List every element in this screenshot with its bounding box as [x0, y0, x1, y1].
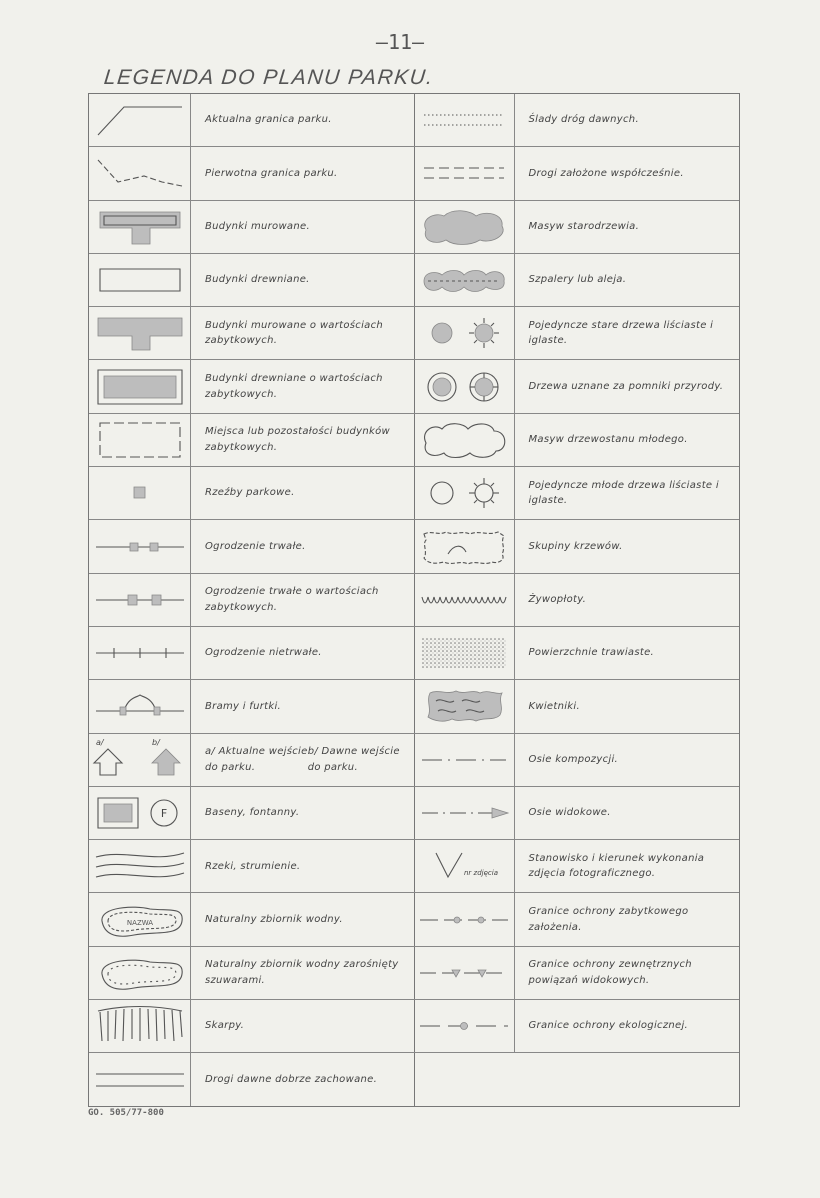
- legend-description-cell: [191, 414, 414, 466]
- legend-entry: [89, 201, 415, 253]
- modern-roads-icon: [418, 150, 510, 196]
- gate-icon: [94, 683, 186, 729]
- legend-description: Baseny, fontanny.: [205, 807, 300, 819]
- permanent-fence-icon: [94, 524, 186, 570]
- legend-description-cell: [515, 1000, 740, 1052]
- historic-fence-icon: [94, 577, 186, 623]
- legend-description-cell: [515, 893, 740, 945]
- legend-symbol: [89, 787, 191, 839]
- legend-description-line: b/ Dawne wejście do parku.: [307, 746, 400, 773]
- legend-row: [89, 947, 739, 1000]
- legend-description-cell: [191, 947, 414, 999]
- legend-symbol: [415, 574, 515, 626]
- legend-description-cell: [515, 947, 740, 999]
- legend-table: [88, 93, 740, 1107]
- legend-description: Granice ochrony ekologicznej.: [528, 1020, 689, 1032]
- legend-description: Miejsca lub pozostałości budynków zabytkowych.: [205, 426, 391, 453]
- old-roads-trace-icon: [418, 97, 510, 143]
- legend-description-cell: [515, 307, 740, 359]
- lawn-icon: [418, 630, 510, 676]
- legend-description-cell: [515, 254, 740, 306]
- legend-symbol: [415, 254, 515, 306]
- escarpment-icon: [94, 1003, 186, 1049]
- legend-description: Osie widokowe.: [528, 807, 611, 819]
- legend-row: [89, 147, 739, 200]
- legend-description-cell: [191, 627, 414, 679]
- legend-description-cell: [191, 360, 414, 412]
- legend-entry: [415, 414, 740, 466]
- legend-entry: [415, 307, 740, 359]
- legend-description-cell: [515, 787, 740, 839]
- legend-description: Żywopłoty.: [528, 594, 587, 606]
- page-title: LEGENDA DO PLANU PARKU.: [102, 66, 436, 89]
- legend-entry: [415, 360, 740, 412]
- legend-description: Drogi dawne dobrze zachowane.: [205, 1073, 378, 1085]
- legend-row: [89, 94, 739, 147]
- legend-entry: [415, 1000, 740, 1052]
- legend-description-cell: [191, 94, 414, 146]
- print-stamp: GO. 505/77-800: [88, 1108, 164, 1118]
- pool-fountain-icon: [94, 790, 186, 836]
- composition-axis-icon: [418, 737, 510, 783]
- temporary-fence-icon: [94, 630, 186, 676]
- legend-entry: [415, 94, 740, 146]
- entrance-arrows-icon: [94, 737, 186, 783]
- legend-description-cell: [191, 201, 414, 253]
- entrance-label-a: a/: [95, 737, 104, 747]
- legend-description: Skupiny krzewów.: [528, 540, 623, 552]
- legend-symbol: [89, 680, 191, 732]
- legend-description: Budynki drewniane o wartościach zabytkowych.: [205, 373, 383, 400]
- legend-entry: [89, 574, 415, 626]
- legend-row: [89, 1053, 739, 1105]
- legend-entry: [89, 147, 415, 199]
- shrub-group-icon: [418, 524, 510, 570]
- legend-symbol: [89, 734, 191, 786]
- legend-symbol: [415, 787, 515, 839]
- legend-symbol: [415, 307, 515, 359]
- historic-wooden-building-icon: [94, 364, 186, 410]
- natural-pond-icon: [94, 897, 186, 943]
- legend-description: Drzewa uznane za pomniki przyrody.: [528, 380, 724, 392]
- legend-symbol: [89, 627, 191, 679]
- legend-entry: [415, 787, 740, 839]
- legend-description-cell: [191, 307, 414, 359]
- legend-description-cell: [515, 201, 740, 253]
- legend-description-cell: [191, 574, 414, 626]
- legend-symbol: [89, 360, 191, 412]
- legend-description: Aktualna granica parku.: [205, 114, 332, 126]
- legend-symbol: [415, 627, 515, 679]
- legend-symbol: [415, 201, 515, 253]
- photo-viewpoint-icon: [418, 843, 510, 889]
- legend-row: [89, 893, 739, 946]
- legend-symbol: [89, 574, 191, 626]
- legend-symbol: [415, 1000, 515, 1052]
- legend-entry: [89, 840, 415, 892]
- legend-symbol: [415, 360, 515, 412]
- legend-symbol: [89, 467, 191, 519]
- legend-row: [89, 574, 739, 627]
- legend-row: [89, 734, 739, 787]
- legend-description-cell: [515, 840, 740, 892]
- wooden-building-icon: [94, 257, 186, 303]
- single-old-trees-icon: [418, 310, 510, 356]
- legend-symbol: [89, 201, 191, 253]
- legend-entry: [89, 787, 415, 839]
- legend-entry: [415, 467, 740, 519]
- legend-symbol: [415, 734, 515, 786]
- legend-symbol: [415, 147, 515, 199]
- legend-symbol: [415, 893, 515, 945]
- legend-description-cell: [515, 574, 740, 626]
- landscape-links-boundary-icon: [418, 950, 510, 996]
- legend-description-cell: [191, 1053, 414, 1105]
- legend-entry: [89, 947, 415, 999]
- legend-symbol: [415, 414, 515, 466]
- legend-description-cell: [191, 254, 414, 306]
- legend-entry: [89, 734, 415, 786]
- legend-symbol: [89, 840, 191, 892]
- legend-description: Rzeki, strumienie.: [205, 860, 301, 872]
- legend-description-cell: [515, 360, 740, 412]
- legend-row: [89, 307, 739, 360]
- legend-symbol: [415, 680, 515, 732]
- single-young-trees-icon: [418, 470, 510, 516]
- legend-entry: [415, 254, 740, 306]
- legend-description: Naturalny zbiornik wodny.: [205, 913, 343, 925]
- natural-monument-trees-icon: [418, 364, 510, 410]
- legend-description-cell: [191, 680, 414, 732]
- monument-protection-boundary-icon: [418, 897, 510, 943]
- fountain-letter: F: [160, 807, 167, 820]
- legend-description: Ślady dróg dawnych.: [528, 114, 639, 126]
- legend-symbol: [89, 307, 191, 359]
- legend-description: Drogi założone współcześnie.: [528, 167, 684, 179]
- legend-description: Osie kompozycji.: [528, 753, 619, 765]
- original-boundary-icon: [94, 150, 186, 196]
- old-roads-preserved-icon: [94, 1056, 186, 1102]
- overgrown-pond-icon: [94, 950, 186, 996]
- legend-description-cell: [515, 94, 740, 146]
- legend-entry: [89, 307, 415, 359]
- legend-description: Budynki murowane o wartościach zabytkowych.: [205, 319, 384, 347]
- legend-description: Granice ochrony zewnętrznych powiązań widokowych.: [528, 959, 692, 986]
- legend-description-cell: [515, 627, 740, 679]
- legend-description-cell: [515, 414, 740, 466]
- legend-description-cell: [191, 734, 414, 786]
- legend-row: [89, 467, 739, 520]
- legend-description: Pojedyncze stare drzewa liściaste i iglaste.: [528, 319, 714, 347]
- historic-brick-building-icon: [94, 310, 186, 356]
- sculpture-icon: [94, 470, 186, 516]
- legend-entry: [89, 893, 415, 945]
- legend-symbol: [89, 94, 191, 146]
- legend-symbol: [415, 520, 515, 572]
- legend-symbol: [89, 1053, 191, 1105]
- legend-row: [89, 201, 739, 254]
- ecological-boundary-icon: [418, 1003, 510, 1049]
- legend-entry: [89, 1000, 415, 1052]
- legend-entry: [415, 574, 740, 626]
- legend-description: Szpalery lub aleja.: [528, 274, 627, 286]
- legend-entry: [89, 414, 415, 466]
- legend-description-line: a/ Aktualne wejście do parku.: [205, 746, 308, 773]
- old-tree-mass-icon: [418, 204, 510, 250]
- legend-description: Budynki murowane.: [205, 220, 310, 232]
- legend-description: Naturalny zbiornik wodny zarośnięty szuwarami.: [205, 959, 399, 986]
- legend-description: Ogrodzenie trwałe o wartościach zabytkowych.: [205, 586, 379, 613]
- legend-entry: [415, 627, 740, 679]
- legend-row: [89, 254, 739, 307]
- legend-description: Powierzchnie trawiaste.: [528, 647, 655, 659]
- legend-row: [89, 520, 739, 573]
- legend-description-cell: [191, 520, 414, 572]
- legend-entry: [415, 947, 740, 999]
- hedge-icon: [418, 577, 510, 623]
- entrance-label-b: b/: [151, 737, 160, 747]
- legend-symbol: [415, 947, 515, 999]
- legend-description-cell: [515, 467, 740, 519]
- legend-symbol: [89, 520, 191, 572]
- legend-description: Masyw drzewostanu młodego.: [528, 434, 688, 446]
- legend-description-cell: [515, 520, 740, 572]
- legend-entry: [89, 467, 415, 519]
- legend-description: Granice ochrony zabytkowego założenia.: [528, 906, 689, 933]
- view-axis-icon: [418, 790, 510, 836]
- legend-description: Masyw starodrzewia.: [528, 220, 640, 232]
- legend-description: Kwietniki.: [528, 700, 580, 712]
- legend-row: [89, 680, 739, 733]
- empty-cell: [415, 1053, 740, 1105]
- legend-description: Ogrodzenie nietrwałe.: [205, 647, 322, 659]
- legend-entry: [89, 94, 415, 146]
- legend-description-cell: [191, 840, 414, 892]
- legend-description-cell: [515, 147, 740, 199]
- legend-description-cell: [191, 147, 414, 199]
- legend-symbol: [89, 254, 191, 306]
- legend-description-cell: [191, 787, 414, 839]
- legend-description-cell: [191, 467, 414, 519]
- legend-entry: [415, 201, 740, 253]
- legend-symbol: [89, 147, 191, 199]
- legend-row: [89, 360, 739, 413]
- legend-symbol: [89, 947, 191, 999]
- legend-entry: [89, 1053, 415, 1105]
- legend-description: Stanowisko i kierunek wykonania zdjęcia fotograficznego.: [528, 852, 705, 880]
- legend-entry: [415, 840, 740, 892]
- flowerbed-icon: [418, 683, 510, 729]
- legend-description: Bramy i furtki.: [205, 700, 282, 712]
- legend-symbol: [415, 94, 515, 146]
- legend-entry: [415, 893, 740, 945]
- photo-number-label: nr zdjęcia: [464, 869, 498, 878]
- young-tree-mass-icon: [418, 417, 510, 463]
- legend-row: [89, 414, 739, 467]
- legend-symbol: [89, 1000, 191, 1052]
- legend-entry: [415, 520, 740, 572]
- legend-description: Pojedyncze młode drzewa liściaste i iglaste.: [528, 479, 719, 507]
- legend-row: [89, 1000, 739, 1053]
- legend-symbol: [415, 467, 515, 519]
- river-icon: [94, 843, 186, 889]
- tree-row-icon: [418, 257, 510, 303]
- legend-entry: [89, 254, 415, 306]
- legend-entry: [415, 680, 740, 732]
- legend-entry: [89, 360, 415, 412]
- legend-description: Pierwotna granica parku.: [205, 167, 338, 179]
- legend-description: Budynki drewniane.: [205, 274, 310, 286]
- brick-building-icon: [94, 204, 186, 250]
- legend-entry: [89, 680, 415, 732]
- actual-boundary-icon: [94, 97, 186, 143]
- legend-entry: [415, 147, 740, 199]
- legend-symbol: [89, 893, 191, 945]
- legend-row: [89, 627, 739, 680]
- legend-description: Rzeźby parkowe.: [205, 487, 295, 499]
- legend-entry: [89, 520, 415, 572]
- legend-description-cell: [191, 893, 414, 945]
- legend-row: [89, 840, 739, 893]
- page-number: –11–: [375, 30, 425, 54]
- legend-description-cell: [515, 734, 740, 786]
- legend-entry: [89, 627, 415, 679]
- legend-symbol: [89, 414, 191, 466]
- legend-entry: [415, 734, 740, 786]
- legend-description: Ogrodzenie trwałe.: [205, 540, 306, 552]
- legend-description: Skarpy.: [205, 1020, 245, 1032]
- pond-name-label: NAZWA: [126, 918, 153, 927]
- legend-row: [89, 787, 739, 840]
- historic-building-remains-icon: [94, 417, 186, 463]
- legend-symbol: [415, 840, 515, 892]
- legend-description-cell: [191, 1000, 414, 1052]
- legend-description-cell: [515, 680, 740, 732]
